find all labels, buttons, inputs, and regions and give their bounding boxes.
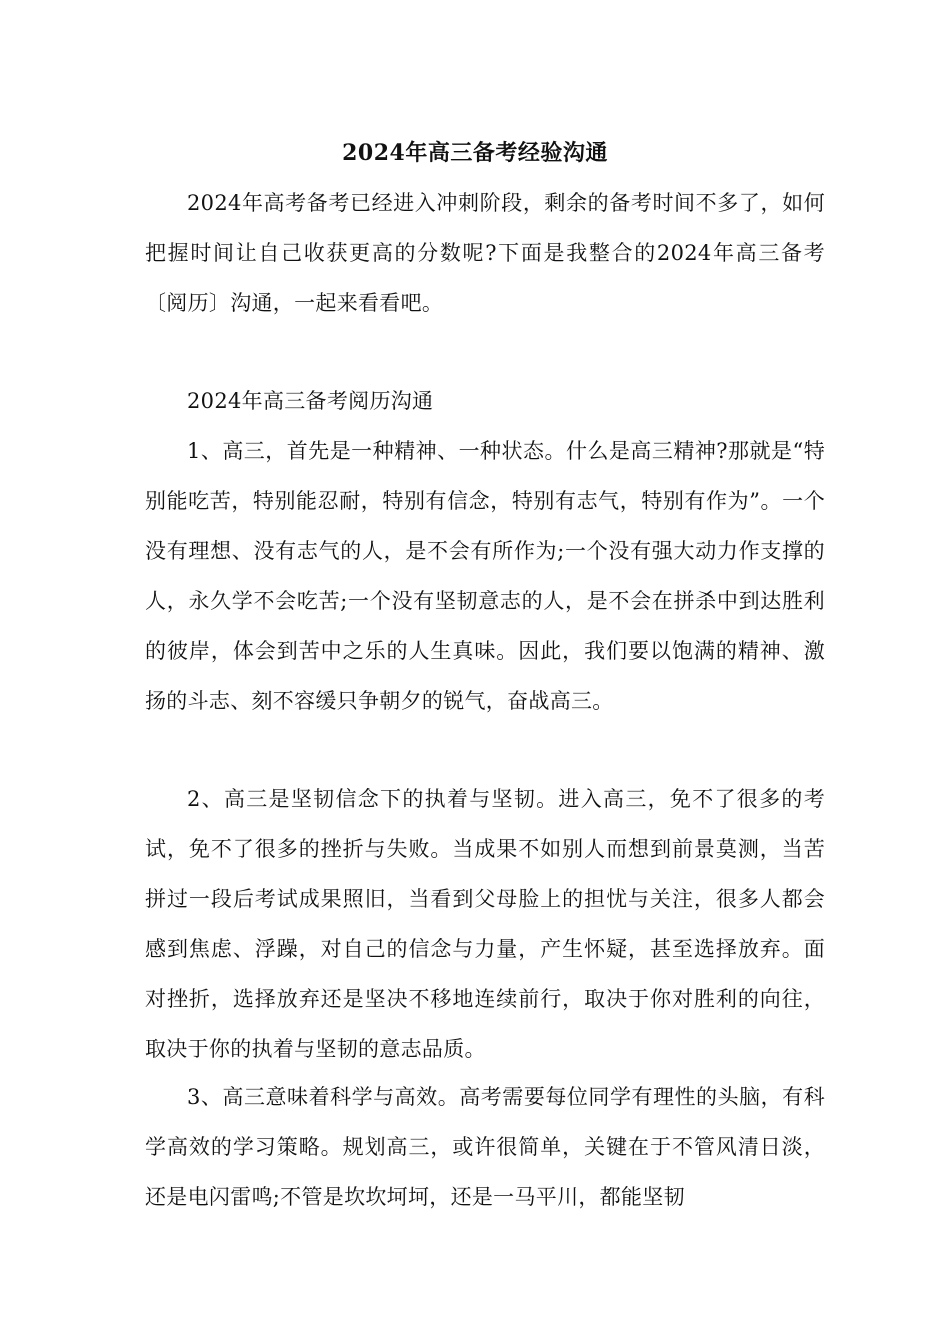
document-title: 2024年高三备考经验沟通 — [342, 140, 608, 166]
paragraph-2: 2、高三是坚韧信念下的执着与坚韧。进入高三，免不了很多的考试，免不了很多的挫折与失败。当成果不如别人而想到前景莫测，当苦拼过一段后考试成果照旧，当看到父母脸上的担忧与关注，很多人都会感到焦虑、浮躁，对自己的信念与力量，产生怀疑，甚至选择放弃。面对挫折，选择放弃还是坚决不移地连续前行，取决于你对胜利的向往，取决于你的执着与坚韧的意志品质。 — [145, 787, 825, 1061]
paragraph-3: 3、高三意味着科学与高效。高考需要每位同学有理性的头脑，有科学高效的学习策略。规划高三，或许很简单，关键在于不管风清日淡，还是电闪雷鸣;不管是坎坎坷坷，还是一马平川，都能坚韧 — [145, 1085, 825, 1209]
section-heading: 2024年高三备考阅历沟通 — [187, 389, 434, 413]
paragraph-1: 1、高三，首先是一种精神、一种状态。什么是高三精神?那就是“特别能吃苦，特别能忍耐，特别有信念，特别有志气，特别有作为”。一个没有理想、没有志气的人，是不会有所作为;一个没有强大动力作支撑的人，永久学不会吃苦;一个没有坚韧意志的人，是不会在拼杀中到达胜利的彼岸，体会到苦中之乐的人生真味。因此，我们要以饱满的精神、激扬的斗志、刻不容缓只争朝夕的锐气，奋战高三。 — [145, 439, 825, 713]
intro-paragraph: 2024年高考备考已经进入冲刺阶段，剩余的备考时间不多了，如何把握时间让自己收获更高的分数呢?下面是我整合的2024年高三备考〔阅历〕沟通，一起来看看吧。 — [145, 191, 825, 315]
